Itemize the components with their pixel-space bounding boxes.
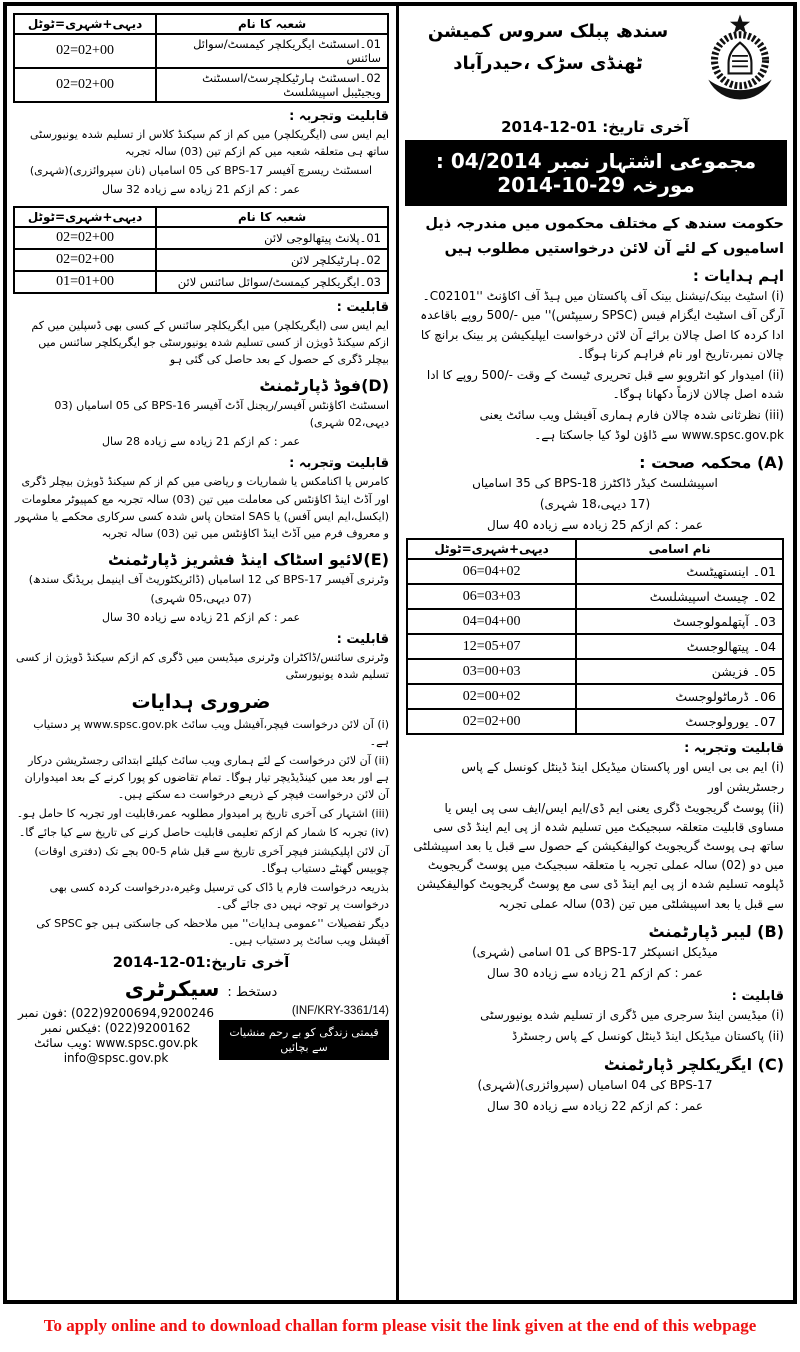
fax-number: (022)9200162: [104, 1020, 191, 1035]
qualification-heading: قابلیت وتجربہ :: [289, 456, 389, 472]
post-total: 04=04+00: [407, 609, 576, 634]
qualification-item: (i) ایم بی بی ایس اور پاکستان میڈیکل اینڈ ڈینٹل کونسل کے پاس رجسٹریشن اور: [461, 760, 784, 794]
rural-urban-split: (17 دیہی،18 شہری): [539, 496, 651, 511]
instruction-item: (iii) اشتہار کی آخری تاریخ پر امیدوار مطلوبہ عمر،قابلیت اور تجربہ کا حامل ہو۔: [16, 807, 389, 821]
left-column-footer: [13, 1005, 389, 1066]
health-posts-table: [406, 538, 784, 735]
instruction-item: بذریعہ درخواست فارم یا ڈاک کی ترسیل وغیرہ،درخواست کردہ کسی بھی درخواست پر توجہ نہیں دی جائے گی۔: [49, 881, 389, 912]
column-header-total: دیہی+شہری=ٹوٹل: [14, 207, 156, 227]
instruction-item: (i) آن لائن درخواست فیچر،آفیشل ویب سائٹ www.spsc.gov.pk پر دستیاب ہے۔: [33, 717, 389, 748]
column-header-post-name: نام اسامی: [576, 539, 783, 559]
column-header-total: دیہی+شہری=ٹوٹل: [14, 14, 156, 34]
age-limit: عمر : کم ازکم 22 زیادہ سے زیادہ 30 سال: [486, 1098, 704, 1113]
qualification-text: وٹرنری سائنس/ڈاکٹران وٹرنری میڈیسن میں ڈگری کم ازکم سیکنڈ ڈویژن از کسی تسلیم شدہ یونیورسٹی: [15, 650, 389, 681]
post-name: 04۔ پیتھالوجسٹ: [576, 634, 783, 659]
instruction-item: (iii) نظرثانی شدہ چالان فارم ہماری آفیشل ویب سائٹ یعنی www.spsc.gov.pk سے ڈاؤن لوڈ کیا جاسکتا ہے۔: [479, 408, 784, 442]
commission-header: [406, 10, 784, 116]
phone-line: [13, 1006, 219, 1020]
post-name: 03۔ایگریکلچر کیمسٹ/سوائل سائنس لائن: [156, 271, 388, 293]
important-instructions-heading: اہم ہدایات :: [692, 267, 784, 286]
advertisement-box: [3, 2, 797, 1304]
section-e-heading: (E)لائیو اسٹاک اینڈ فشریز ڈپارٹمنٹ: [108, 549, 389, 569]
table-header-row: [407, 539, 783, 559]
age-limit: عمر : کم ازکم 21 زیادہ سے زیادہ 30 سال: [486, 966, 704, 981]
section-d-heading: (D)فوڈ ڈپارٹمنٹ: [259, 376, 389, 396]
table-row: [407, 559, 783, 584]
section-a-heading: (A) محکمہ صحت :: [639, 452, 784, 472]
contact-block: [13, 1005, 219, 1066]
qualification-heading: قابلیت وتجربہ :: [684, 741, 784, 757]
qualification-item: (i) میڈیسن اینڈ سرجری میں ڈگری از تسلیم شدہ یونیورسٹی: [480, 1008, 784, 1023]
post-total: 06=04+02: [407, 559, 576, 584]
table-row: [14, 68, 388, 102]
section-c-heading: (C) ایگریکلچر ڈپارٹمنٹ: [603, 1054, 784, 1074]
inf-slogan-block: [219, 1005, 389, 1061]
table-row: [14, 34, 388, 68]
post-name: 02۔ چیسٹ اسپیشلسٹ: [576, 584, 783, 609]
age-limit: عمر : کم ازکم 21 زیادہ سے زیادہ 32 سال: [101, 183, 301, 197]
commission-title-block: [406, 10, 690, 79]
phone-label: فون نمبر:: [18, 1005, 68, 1020]
signature-label: دستخط :: [227, 984, 278, 1000]
post-total: 02=00+02: [407, 684, 576, 709]
agriculture-posts-table-1: [13, 13, 389, 103]
table-row: [407, 684, 783, 709]
commission-name: سندھ پبلک سروس کمیشن: [427, 21, 669, 42]
post-name: 01۔اسسٹنٹ ایگریکلچر کیمسٹ/سوائل سائنس: [156, 34, 388, 68]
section-e-posts-line: وٹرنری آفیسر BPS-17 کی 12 اسامیاں (ڈائریکٹوریٹ آف اینیمل بریڈنگ سندھ): [28, 572, 389, 586]
post-total: 12=05+07: [407, 634, 576, 659]
post-total: 02=02+00: [14, 34, 156, 68]
post-total: 02=02+00: [14, 227, 156, 249]
website-line: [13, 1036, 219, 1050]
assistant-research-officer-line: اسسٹنٹ ریسرچ آفیسر BPS-17 کی 05 اسامیاں (نان سپروائزری)(شہری): [29, 164, 373, 178]
left-column: [7, 6, 396, 1300]
agriculture-posts-table-2: [13, 206, 389, 294]
table-header-row: [14, 207, 388, 227]
post-name: 06۔ ڈرماٹولوجسٹ: [576, 684, 783, 709]
table-row: [407, 634, 783, 659]
qualification-item: (ii) پاکستان میڈیکل اینڈ ڈینٹل کونسل کے پاس رجسٹرڈ: [511, 1029, 784, 1044]
table-row: [407, 709, 783, 734]
signature-row: [13, 977, 389, 1001]
qualification-heading: قابلیت :: [731, 989, 784, 1005]
post-total: 03=00+03: [407, 659, 576, 684]
header-last-date: آخری تاریخ: 01-12-2014: [501, 118, 689, 136]
instruction-item: (ii) آن لائن درخواست کے لئے ہماری ویب سائٹ کیلئے ابتدائی رجسٹریشن درکار ہے اور بعد میں کینڈیڈیچر تیار ہوگا۔ تمام تقاضوں کو پورا کرنے کے بعد امیدواران آن لائن درخواست فیچر کے ذریعے درخواست دے سکتے ہیں۔: [24, 753, 389, 802]
post-name: 02۔ہارٹیکلچر لائن: [156, 249, 388, 271]
webpage-apply-note: To apply online and to download challan form please visit the link given at the end of this webpage: [43, 1316, 757, 1335]
instruction-item: دیگر تفصیلات ''عمومی ہدایات'' میں ملاحظہ کی جاسکتی ہیں جو SPSC کی آفیشل ویب سائٹ پر دستیاب ہیں۔: [36, 917, 389, 948]
advertisement-number-banner: مجموعی اشتہار نمبر 04/2014 : مورخہ 29-10-2014: [405, 140, 787, 206]
post-total: 06=03+03: [407, 584, 576, 609]
post-total: 01=01+00: [14, 271, 156, 293]
intro-paragraph: حکومت سندھ کے مختلف محکموں میں مندرجہ ذیل اسامیوں کے لئے آن لائن درخواستیں مطلوب ہیں: [425, 216, 784, 257]
instruction-item: (ii) امیدوار کو انٹرویو سے قبل تحریری ٹیسٹ کے وقت -/500 روپے کا ادا شدہ اصل چالان لازماً دکھانا ہوگا۔: [426, 368, 784, 402]
column-header-department: شعبہ کا نام: [156, 207, 388, 227]
inf-reference-number: (INF/KRY-3361/14): [291, 1004, 389, 1017]
post-name: 02۔اسسٹنٹ ہارٹیکلچرسٹ/اسسٹنٹ ویجیٹیبل اسپیشلسٹ: [156, 68, 388, 102]
qualification-text: کامرس یا اکنامکس یا شماریات و ریاضی میں کم از کم سیکنڈ ڈویژن بیچلر ڈگری اور آڈٹ اینڈ اکاؤنٹس کی معاملت میں تین (03) سالہ تجربہ مع کمپیوٹر معلومات (ایکسل،ایم ایس آفس) یا SAS امتحان پاس شدہ کسی سرکاری محکمے یا مشہور و معروف فرم میں آڈٹ اینڈ اکاؤنٹس میں تین (03) سالہ تجربہ: [15, 475, 389, 540]
secretary-name: سیکرٹری: [124, 976, 220, 1001]
table-row: [407, 584, 783, 609]
column-header-department: شعبہ کا نام: [156, 14, 388, 34]
qualification-heading: قابلیت وتجربہ :: [289, 109, 389, 124]
section-c-posts-line: BPS-17 کی 04 اسامیاں (سپروائزری)(شہری): [477, 1077, 713, 1092]
post-total: 02=02+00: [14, 68, 156, 102]
instruction-item: آن لائن اپلیکیشنز فیچر آخری تاریخ سے قبل شام 5-00 بجے تک (دفتری اوقات) چوبیس گھنٹے دستیاب ہوگا۔: [34, 845, 389, 876]
qualification-text: ایم ایس سی (ایگریکلچر) میں ایگریکلچر سائنس کے کسی بھی ڈسپلین میں کم ازکم سیکنڈ ڈویژن از کسی تسلیم شدہ یونیورسٹی جو ایگریکلچر سائنس میں بیچلر ڈگری کے حصول کے بعد حاصل کی گئی ہو: [31, 319, 389, 367]
qualification-text: ایم ایس سی (ایگریکلچر) میں کم از کم سیکنڈ کلاس از تسلیم شدہ یونیورسٹی ساتھ ہی متعلقہ شعبہ میں کم ازکم تین (03) سالہ تجربہ: [30, 128, 389, 159]
phone-number: (022)9200694,9200246: [71, 1005, 214, 1020]
post-name: 01۔پلانٹ پیتھالوجی لائن: [156, 227, 388, 249]
qualification-heading: قابلیت :: [336, 300, 389, 316]
table-row: [14, 271, 388, 293]
commission-address: ٹھنڈی سڑک ،حیدرآباد: [453, 52, 643, 74]
age-limit: عمر : کم ازکم 21 زیادہ سے زیادہ 30 سال: [101, 610, 301, 624]
anti-drugs-slogan: قیمتی زندگی کو بے رحم منشیات سے بچائیں: [219, 1020, 389, 1061]
table-row: [407, 659, 783, 684]
right-column: [399, 6, 793, 1300]
star-icon: [730, 14, 750, 33]
post-name: 01۔ اینستھیٹسٹ: [576, 559, 783, 584]
table-header-row: [14, 14, 388, 34]
website-label: ویب سائٹ:: [34, 1035, 92, 1050]
fax-line: [13, 1021, 219, 1035]
post-name: 07۔ یورولوجسٹ: [576, 709, 783, 734]
post-name: 05۔ فزیشن: [576, 659, 783, 684]
spsc-emblem-logo: [690, 10, 784, 116]
age-limit: عمر : کم ازکم 21 زیادہ سے زیادہ 28 سال: [101, 435, 301, 449]
necessary-instructions-heading: ضروری ہدایات: [131, 690, 271, 713]
age-limit: عمر : کم ازکم 25 زیادہ سے زیادہ 40 سال: [486, 518, 704, 533]
instruction-item: (i) اسٹیٹ بینک/نیشنل بینک آف پاکستان میں ہیڈ آف اکاؤنٹ ''C02101۔آرگن آف اسٹیٹ ایگزام فیس (SPSC رسیپٹس)'' میں -/500 روپے باقاعدہ ادا کردہ کا اصل چالان برائے آن لائن درخواست ایپلیکیشن پر بینک برانچ کا چالان نمبر،تاریخ اور نام فراہم کرنا ہوگا۔: [420, 289, 784, 361]
table-row: [407, 609, 783, 634]
section-b-posts-line: میڈیکل انسپکٹر BPS-17 کی 01 اسامی (شہری): [472, 944, 718, 959]
post-total: 02=02+00: [14, 249, 156, 271]
table-row: [14, 227, 388, 249]
post-total: 02=02+00: [407, 709, 576, 734]
closing-last-date: آخری تاریخ:01-12-2014: [112, 954, 290, 971]
email-line: [13, 1051, 219, 1065]
section-a-posts-line: اسپیشلسٹ کیڈر ڈاکٹرز BPS-18 کی 35 اسامیاں: [472, 475, 718, 490]
qualification-item: (ii) پوسٹ گریجویٹ ڈگری یعنی ایم ڈی/ایم ایس/ایف سی پی ایس یا مساوی قابلیت متعلقہ سبجیکٹ میں تسلیم شدہ از پی ایم اینڈ ڈی سی ساتھ ہی پوسٹ گریجویٹ کوالیفکیشن کے حصول سے قبل یا بعد اسپیشلٹی میں دو (02) سالہ عملی تجربہ یا متعلقہ سبجیکٹ میں پوسٹ گریجویٹ ڈپلومہ تسلیم شدہ از پی ایم اینڈ ڈی سی مع پوسٹ گریجویٹ کوالیفکیشن سے قبل یا بعد اسپیشلٹی میں تین (03) سالہ عملی تجربہ: [413, 800, 784, 911]
table-row: [14, 249, 388, 271]
section-b-heading: (B) لیبر ڈپارٹمنٹ: [648, 921, 784, 941]
spsc-emblem-icon: [696, 12, 784, 112]
rural-urban-split: (07 دیہی،05 شہری): [150, 591, 252, 605]
column-header-total: دیہی+شہری=ٹوٹل: [407, 539, 576, 559]
instruction-item: (iv) تجربہ کا شمار کم ازکم تعلیمی قابلیت حاصل کرنے کی تاریخ سے کیا جائے گا۔: [18, 826, 389, 840]
qualification-heading: قابلیت :: [336, 631, 389, 647]
post-name: 03۔ آپتھلمولوجسٹ: [576, 609, 783, 634]
email-address: info@spsc.gov.pk: [63, 1050, 169, 1065]
fax-label: فیکس نمبر:: [41, 1020, 102, 1035]
website-url: www.spsc.gov.pk: [95, 1035, 198, 1050]
section-d-posts-line: اسسٹنٹ اکاؤنٹس آفیسر/ریجنل آڈٹ آفیسر BPS-16 کی 05 اسامیاں (03 دیہی،02 شہری): [54, 399, 389, 430]
